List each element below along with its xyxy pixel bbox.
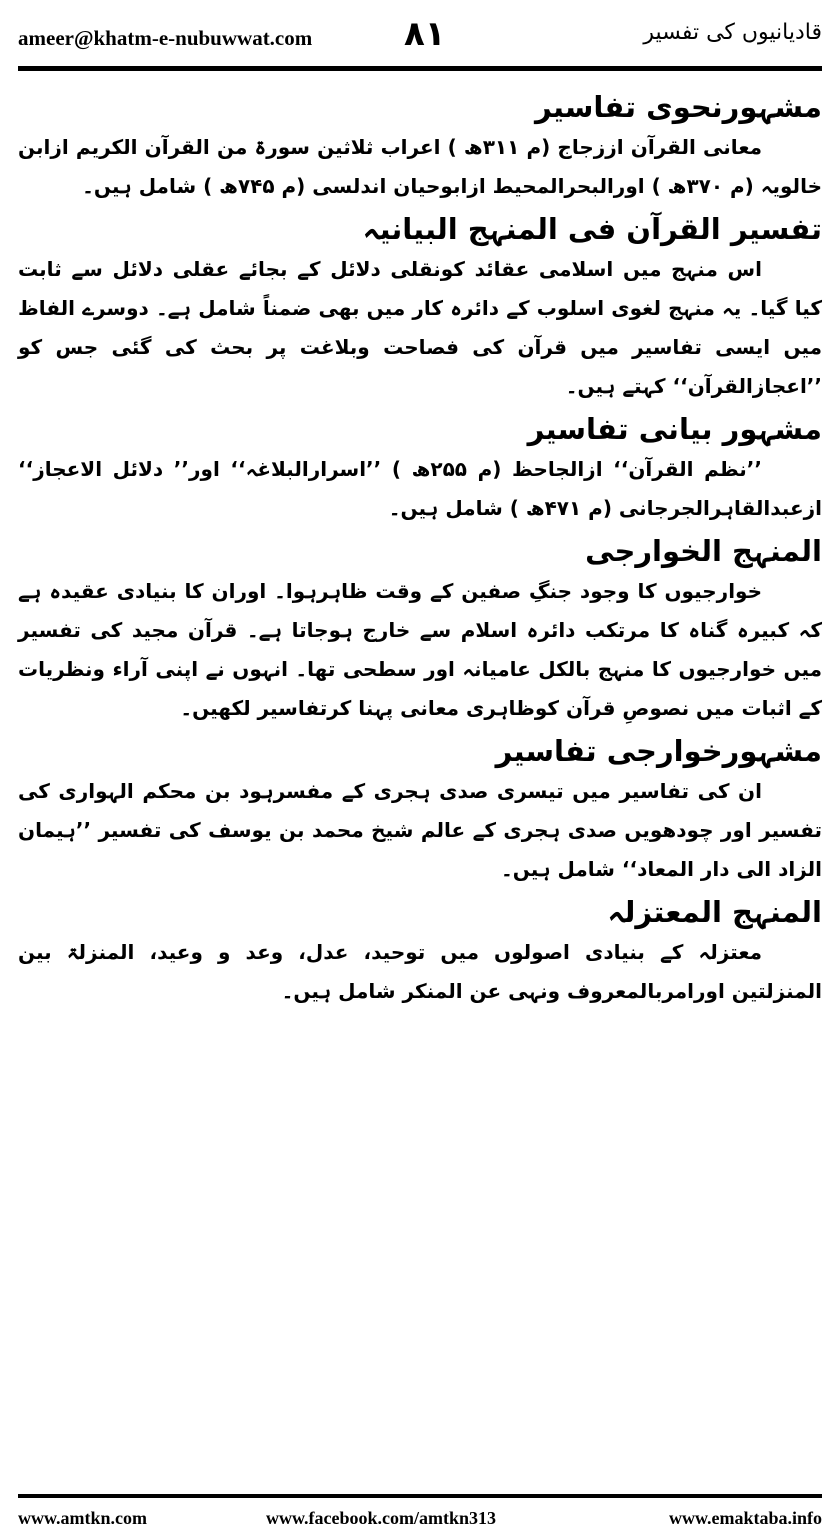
section-heading: تفسیر القرآن فی المنہج البیانیہ xyxy=(362,212,822,246)
body-paragraph: اس منہج میں اسلامی عقائد کونقلی دلائل کے بجائے عقلی دلائل سے ثابت کیا گیا۔ یہ منہج لغوی اسلوب کے دائرہ کار میں بھی ضمناً شامل ہے۔ دوسرے الفاظ میں ایسی تفاسیر میں قرآن کی فصاحت وبلاغت پر بحث کی گئی جس کو ’’اعجازالقرآن‘‘ کہتے ہیں۔ xyxy=(18,257,822,398)
body-paragraph: معانی القرآن اززجاج (م ۳۱۱ھ ) اعراب ثلاثین سورۃ من القرآن الکریم ازابن خالویہ (م ۳۷۰ھ ) اورالبحرالمحیط ازابوحیان اندلسی (م ۷۴۵ھ ) شامل ہیں۔ xyxy=(18,135,822,198)
page-header xyxy=(0,0,840,70)
body-paragraph: ’’نظم القرآن‘‘ ازالجاحظ (م ۲۵۵ھ ) ’’اسرارالبلاغہ‘‘ اور’’ دلائل الاعجاز‘‘ ازعبدالقاہرالجرجانی (م ۴۷۱ھ ) شامل ہیں۔ xyxy=(18,457,822,520)
book-title: قادیانیوں کی تفسیر xyxy=(643,20,822,45)
section-heading: مشہور بیانی تفاسیر xyxy=(527,412,822,446)
footer-link-emaktaba[interactable]: www.emaktaba.info xyxy=(668,1508,822,1528)
page-number: ٨١ xyxy=(404,14,446,54)
page-body xyxy=(18,84,822,1484)
footer-divider xyxy=(18,1494,822,1498)
header-divider xyxy=(18,66,822,71)
header-email: ameer@khatm-e-nubuwwat.com xyxy=(18,26,313,50)
section-heading: مشہورنحوی تفاسیر xyxy=(534,90,822,124)
body-paragraph: ان کی تفاسیر میں تیسری صدی ہجری کے مفسرہود بن محکم الہواری کی تفسیر اور چودھویں صدی ہجری کے عالم شیخ محمد بن یوسف کی تفسیر ’’ہیمان الزاد الی دار المعاد‘‘ شامل ہیں۔ xyxy=(18,779,822,881)
body-paragraph: خوارجیوں کا وجود جنگِ صفین کے وقت ظاہرہوا۔ اوران کا بنیادی عقیدہ ہے کہ کبیرہ گناہ کا مرتکب دائرہ اسلام سے خارج ہوجاتا ہے۔ قرآن مجید کی تفسیر میں خوارجیوں کا منہج بالکل عامیانہ اور سطحی تھا۔ انہوں نے اپنی آراء ونظریات کے اثبات میں نصوصِ قرآن کوظاہری معانی پہنا کرتفاسیر لکھیں۔ xyxy=(18,579,822,720)
footer-link-facebook[interactable]: www.facebook.com/amtkn313 xyxy=(266,1508,496,1528)
footer-link-amtkn[interactable]: www.amtkn.com xyxy=(18,1508,147,1528)
section-heading: مشہورخوارجی تفاسیر xyxy=(495,734,822,768)
body-paragraph: معتزلہ کے بنیادی اصولوں میں توحید، عدل، وعد و وعید، المنزلۃ بین المنزلتین اورامربالمعروف ونہی عن المنکر شامل ہیں۔ xyxy=(18,940,822,1003)
page-footer xyxy=(18,1508,822,1534)
section-heading: المنہج الخوارجی xyxy=(585,534,822,568)
section-heading: المنہج المعتزلہ xyxy=(607,895,822,929)
